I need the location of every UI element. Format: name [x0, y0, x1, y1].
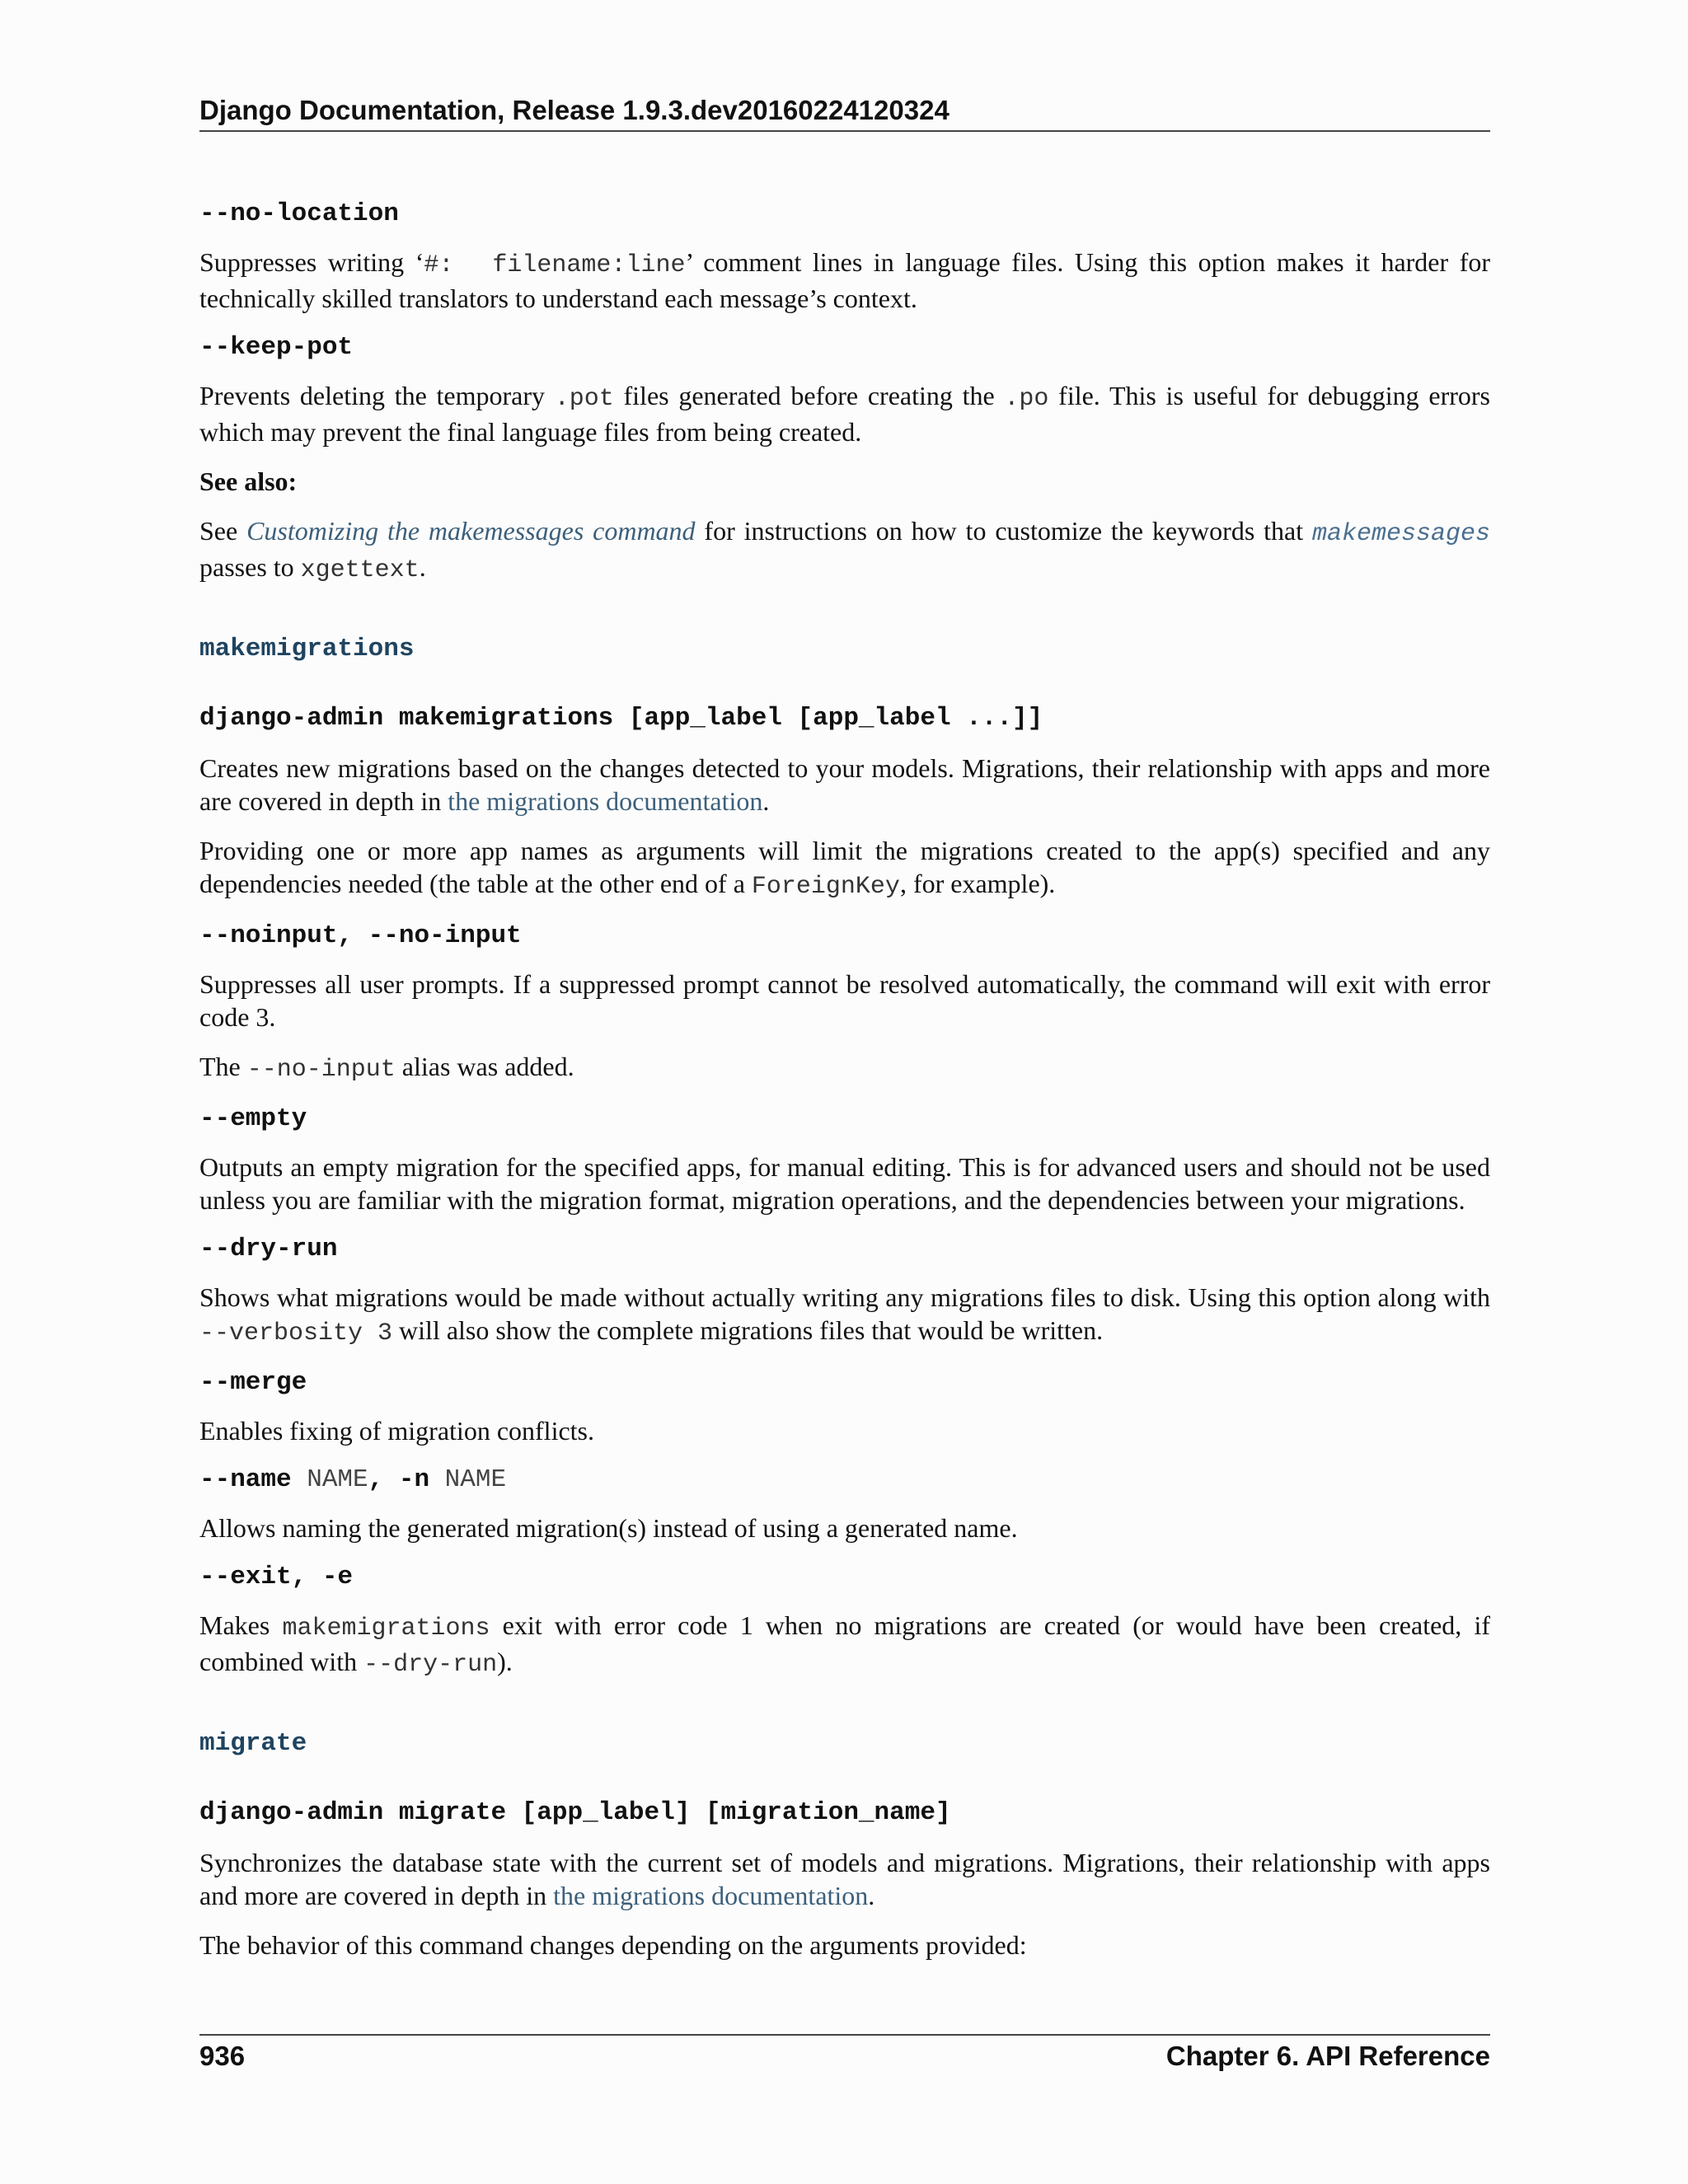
page-footer — [199, 2034, 1490, 2077]
option-exit-description: Makes makemigrations exit with error code 1 when no migrations are created (or would have been created, if combined with --dry-run). — [199, 1610, 1491, 1679]
migrations-documentation-link[interactable]: the migrations documentation — [448, 786, 763, 816]
inline-code: .po — [1004, 385, 1049, 413]
option-no-location: --no-location — [199, 199, 399, 228]
inline-code: xgettext — [300, 556, 420, 584]
inline-code: .pot — [554, 385, 614, 413]
option-dry-run: --dry-run — [199, 1235, 338, 1263]
migrate-behavior-text: The behavior of this command changes depending on the arguments provided: — [199, 1930, 1027, 1960]
migrate-description: Synchronizes the database state with the current set of models and migrations. Migrations, their relationship with apps and more are covered in depth in the migrations documentation. — [199, 1848, 1490, 1910]
option-merge: --merge — [199, 1368, 307, 1397]
inline-code: #: filename:line — [424, 251, 686, 279]
customizing-makemessages-link[interactable]: Customizing the makemessages command — [246, 516, 696, 546]
see-also-heading: See also: — [199, 466, 298, 496]
option-keep-pot-description: Prevents deleting the temporary .pot files generated before creating the .po file. This is useful for debugging errors which may prevent the final language files from being created. — [199, 381, 1491, 447]
makemigrations-description: Creates new migrations based on the changes detected to your models. Migrations, their relationship with apps and more are covered in depth in the migrations documentation. — [199, 753, 1490, 816]
page-header: Django Documentation, Release 1.9.3.dev20160224120324 — [199, 92, 1490, 132]
inline-code: --dry-run — [363, 1651, 498, 1679]
option-name-description: Allows naming the generated migration(s) instead of using a generated name. — [199, 1513, 1018, 1543]
makemigrations-app-names-description: Providing one or more app names as arguments will limit the migrations created to the app(s) specified and any dependencies needed (the table at the other end of a ForeignKey, for example). — [199, 836, 1490, 901]
migrate-command-signature: django-admin migrate [app_label] [migration_name] — [199, 1798, 951, 1827]
option-merge-description: Enables fixing of migration conflicts. — [199, 1416, 594, 1446]
makemessages-link[interactable]: makemessages — [1311, 520, 1491, 548]
see-also-text: See Customizing the makemessages command for instructions on how to customize the keywords that makemessages passes to xgettext. — [199, 516, 1491, 584]
option-no-location-description: Suppresses writing ‘#: filename:line’ comment lines in language files. Using this option makes it harder for technically skilled translators to understand each message’s context. — [199, 247, 1490, 313]
inline-code: makemigrations — [282, 1615, 490, 1643]
option-exit: --exit, -e — [199, 1563, 354, 1591]
document-page — [199, 0, 1490, 2184]
option-empty-description: Outputs an empty migration for the specified apps, for manual editing. This is for advanced users and should not be used unless you are familiar with the migration format, migration operations, and the dependencies between your migrations. — [199, 1152, 1490, 1215]
chapter-title: Chapter 6. API Reference — [1165, 2041, 1490, 2071]
page-content — [199, 198, 1490, 1978]
section-makemigrations: makemigrations — [199, 635, 415, 663]
option-noinput: --noinput, --no-input — [199, 921, 522, 950]
option-keep-pot: --keep-pot — [199, 333, 354, 362]
makemigrations-command-signature: django-admin makemigrations [app_label [app_label ...]] — [199, 704, 1043, 733]
inline-code: ForeignKey — [751, 873, 900, 901]
option-noinput-description: Suppresses all user prompts. If a suppressed prompt cannot be resolved automatically, the command will exit with error code 3. — [199, 969, 1490, 1032]
option-noinput-note: The --no-input alias was added. — [199, 1052, 574, 1084]
option-empty: --empty — [199, 1104, 307, 1133]
option-name: --name NAME, -n NAME — [199, 1465, 507, 1494]
page-number: 936 — [199, 2041, 246, 2071]
section-migrate: migrate — [199, 1729, 307, 1758]
option-dry-run-description: Shows what migrations would be made without actually writing any migrations files to disk. Using this option along with --verbosity 3 will also show the complete migrations files that would be written. — [199, 1282, 1490, 1347]
inline-code: --verbosity 3 — [199, 1319, 393, 1347]
inline-code: --no-input — [246, 1056, 396, 1084]
migrations-documentation-link[interactable]: the migrations documentation — [553, 1881, 869, 1910]
